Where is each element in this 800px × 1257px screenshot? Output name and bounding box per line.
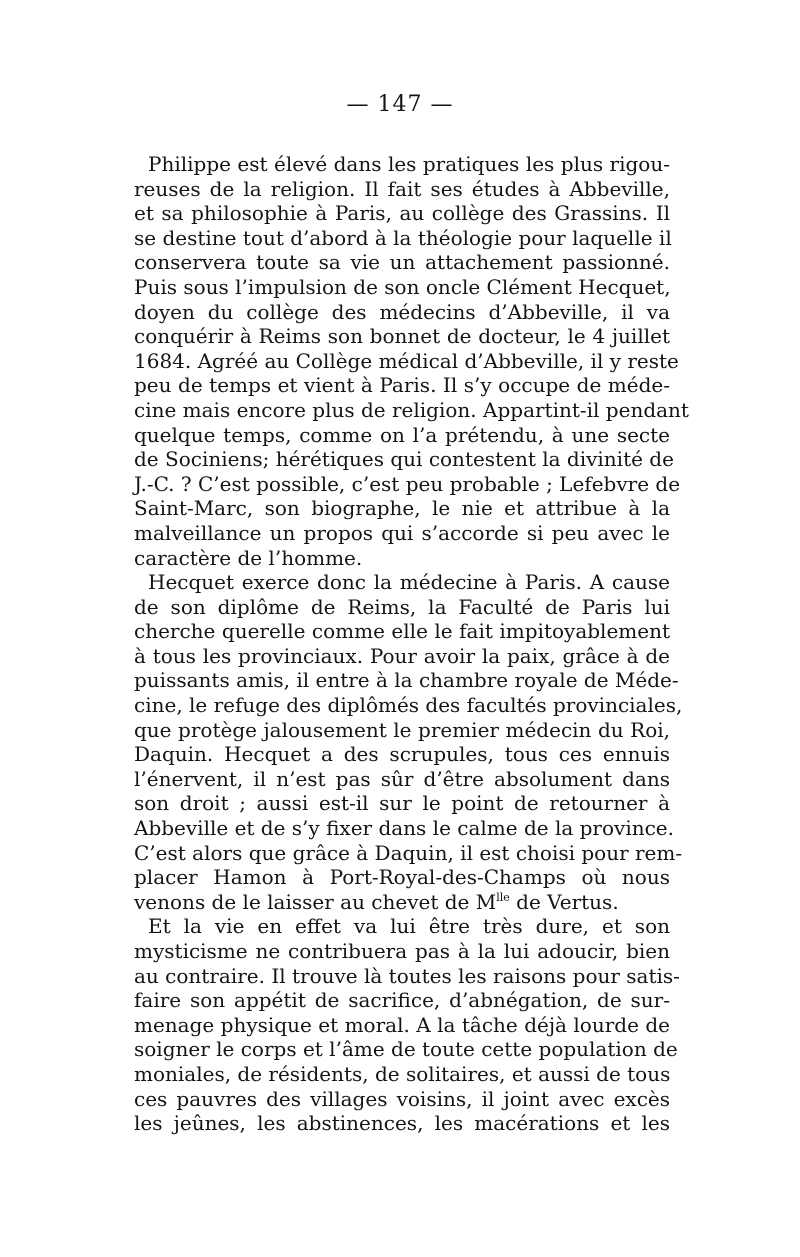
text-line: puissants amis, il entre à la chambre royale de Méde- <box>134 668 679 693</box>
text-line: C’est alors que grâce à Daquin, il est choisi pour rem- <box>134 840 683 865</box>
text-line: cine mais encore plus de religion. Appartint-il pendant <box>134 397 689 422</box>
text-line: menage physique et moral. A la tâche déjà lourde de <box>134 1012 670 1037</box>
body-text <box>134 152 689 1136</box>
text-line: caractère de l’homme. <box>134 545 363 570</box>
text-line: de Sociniens; hérétiques qui contestent la divinité de <box>134 447 674 472</box>
text-line: et sa philosophie à Paris, au collège des Grassins. Il <box>134 201 670 226</box>
text-line: Daquin. Hecquet a des scrupules, tous ces ennuis <box>134 742 670 767</box>
text-line: mysticisme ne contribuera pas à la lui adoucir, bien <box>134 939 670 963</box>
text-line: à tous les provinciaux. Pour avoir la paix, grâce à de <box>134 643 670 668</box>
text-line: 1684. Agréé au Collège médical d’Abbeville, il y reste <box>134 348 679 373</box>
text-line: cherche querelle comme elle le fait impitoyablement <box>134 619 670 644</box>
text-line: malveillance un propos qui s’accorde si peu avec le <box>134 520 670 545</box>
text-line: se destine tout d’abord à la théologie pour laquelle il <box>134 225 672 250</box>
text-line: conservera toute sa vie un attachement passionné. <box>134 250 670 275</box>
text-line: Puis sous l’impulsion de son oncle Clément Hecquet, <box>134 274 671 299</box>
text-line: moniales, de résidents, de solitaires, et aussi de tous <box>134 1061 671 1086</box>
text-line: quelque temps, comme on l’a prétendu, à une secte <box>134 422 670 447</box>
superscript-abbreviation: lle <box>496 890 510 904</box>
text-line: au contraire. Il trouve là toutes les raisons pour satis- <box>134 963 680 988</box>
text-line: soigner le corps et l’âme de toute cette population de <box>134 1037 678 1062</box>
text-line: cine, le refuge des diplômés des facultés provinciales, <box>134 693 683 718</box>
text-fragment: venons de le laisser au chevet de M <box>134 889 497 914</box>
text-line: Et la vie en effet va lui être très dure, et son <box>148 914 670 939</box>
text-line: de son diplôme de Reims, la Faculté de Paris lui <box>134 594 670 619</box>
page-number: — 147 — <box>346 92 454 117</box>
text-line: J.-C. ? C’est possible, c’est peu probable ; Lefebvre de <box>134 471 681 496</box>
text-line: l’énervent, il n’est pas sûr d’être absolument dans <box>134 766 670 791</box>
text-line: que protège jalousement le premier médecin du Roi, <box>134 717 670 742</box>
text-line: peu de temps et vient à Paris. Il s’y occupe de méde- <box>134 373 670 398</box>
text-line: ces pauvres des villages voisins, il joint avec excès <box>134 1086 670 1111</box>
text-line: placer Hamon à Port-Royal-des-Champs où nous <box>134 865 670 890</box>
text-line: doyen du collège des médecins d’Abbeville, il va <box>134 299 670 324</box>
text-line: Philippe est élevé dans les pratiques les plus rigou- <box>148 152 670 176</box>
text-line: Saint-Marc, son biographe, le nie et attribue à la <box>134 496 670 521</box>
text-line: conquérir à Reims son bonnet de docteur, le 4 juillet <box>134 324 670 349</box>
text-line: Hecquet exerce donc la médecine à Paris. A cause <box>148 570 670 595</box>
text-fragment: de Vertus. <box>509 889 619 914</box>
text-line: les jeûnes, les abstinences, les macérations et les <box>134 1111 670 1136</box>
text-line: son droit ; aussi est-il sur le point de retourner à <box>134 791 670 816</box>
text-line: reuses de la religion. Il fait ses études à Abbeville, <box>134 176 670 201</box>
text-line: faire son appétit de sacrifice, d’abnégation, de sur- <box>134 988 670 1013</box>
text-line <box>134 890 670 915</box>
text-line: Abbeville et de s’y fixer dans le calme de la province. <box>134 816 674 841</box>
